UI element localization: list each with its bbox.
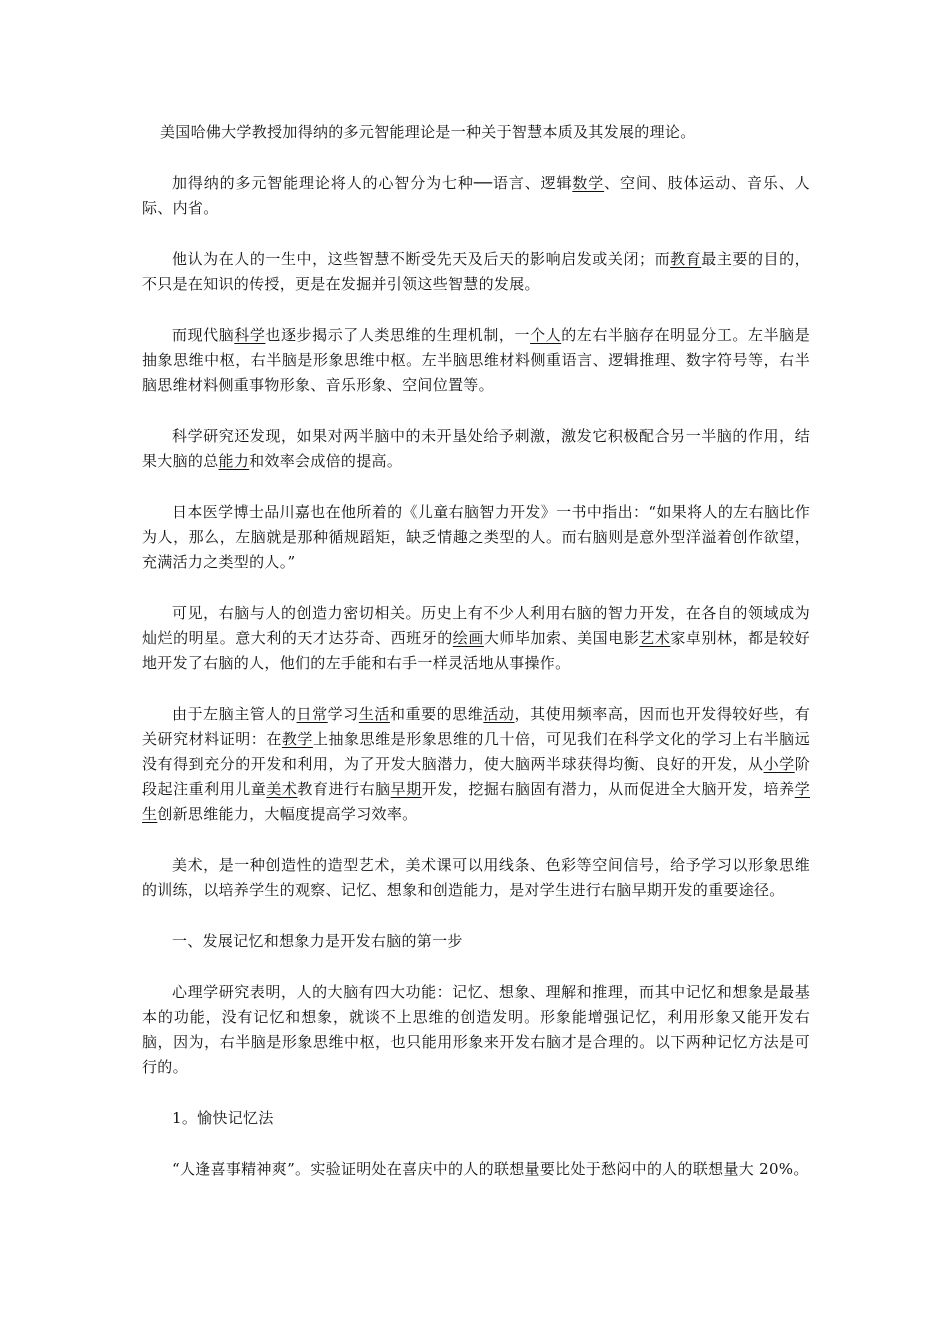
subsection-heading-pleasant-memory bbox=[142, 1106, 810, 1131]
paragraph-stimulation-research bbox=[142, 424, 810, 474]
hyperlink[interactable]: 教学 bbox=[281, 730, 313, 748]
paragraph-text: 、空间、肢体运动、音乐、人际、内省。 bbox=[142, 174, 810, 217]
paragraph-text: 美术，是一种创造性的造型艺术，美术课可以用线条、色彩等空间信号，给予学习以形象思维的训练，以培养学生的观察、记忆、想象和创造能力，是对学生进行右脑早期开发的重要途径。 bbox=[142, 856, 810, 899]
paragraph-psychology-research bbox=[142, 980, 810, 1080]
hyperlink[interactable]: 教育 bbox=[670, 250, 702, 268]
paragraph-text: 加得纳的多元智能理论将人的心智分为七种──语言、逻辑 bbox=[172, 174, 573, 192]
paragraph-text: 家卓别林，都是较好地开发了右脑的人，他们的左手能和右手一样灵活地从事操作。 bbox=[142, 629, 811, 672]
hyperlink[interactable]: 活动 bbox=[483, 705, 515, 723]
hyperlink[interactable]: 艺术 bbox=[639, 629, 671, 647]
paragraph-text: 他认为在人的一生中，这些智慧不断受先天及后天的影响启发或关闭；而 bbox=[172, 250, 671, 268]
paragraph-text: 创新思维能力，大幅度提高学习效率。 bbox=[157, 805, 418, 823]
paragraph-text: 科学研究还发现，如果对两半脑中的未开垦处给予刺激，激发它积极配合另一半脑的作用，结果大脑的总 bbox=[142, 427, 810, 470]
hyperlink[interactable]: 绘画 bbox=[452, 629, 484, 647]
paragraph-text: 和重要的思维 bbox=[389, 705, 484, 723]
paragraph-text: 美国哈佛大学教授加得纳的多元智能理论是一种关于智慧本质及其发展的理论。 bbox=[160, 123, 696, 141]
section-heading-memory-imagination bbox=[142, 929, 810, 954]
paragraph-text: 日本医学博士品川嘉也在他所着的《儿童右脑智力开发》一书中指出：“如果将人的左右脑比作为人，那么，左脑就是那种循规蹈矩，缺乏情趣之类型的人。而右脑则是意外型洋溢着创作欲望，充满活力之类型的人。” bbox=[142, 503, 810, 571]
paragraph-left-brain-dominance bbox=[142, 702, 810, 827]
paragraph-text: 最主要的目的，不只是在知识的传授，更是在发掘并引领这些智慧的发展。 bbox=[142, 250, 810, 293]
paragraph-text: 可见，右脑与人的创造力密切相关。历史上有不少人利用右脑的智力开发，在各自的领域成为灿烂的明星。意大利的天才达芬奇、西班牙的 bbox=[142, 604, 810, 647]
paragraph-experiment bbox=[142, 1157, 810, 1182]
paragraph-text: 和效率会成倍的提高。 bbox=[249, 452, 403, 470]
paragraph-text: “人逢喜事精神爽”。实验证明处在喜庆中的人的联想量要比处于愁闷中的人的联想量大 20%。 bbox=[172, 1160, 809, 1178]
paragraph-text: ，其使用频率高，因而也开发得较好些，有关研究材料证明：在 bbox=[142, 705, 810, 748]
hyperlink[interactable]: 能力 bbox=[218, 452, 250, 470]
hyperlink[interactable]: 学生 bbox=[142, 780, 811, 823]
paragraph-text: 一、发展记忆和想象力是开发右脑的第一步 bbox=[172, 932, 463, 950]
paragraph-text: 由于左脑主管人的 bbox=[172, 705, 297, 723]
paragraph-quote-shinagawa bbox=[142, 500, 810, 575]
paragraph-multiple-intelligences bbox=[142, 171, 810, 221]
hyperlink[interactable]: 个人 bbox=[530, 326, 562, 344]
paragraph-text: 也逐步揭示了人类思维的生理机制，一 bbox=[265, 326, 531, 344]
paragraph-text: 上抽象思维是形象思维的几十倍，可见我们在科学文化的学习上右半脑远没有得到充分的开发和利用，为了开发大脑潜力，使大脑两半球获得均衡、良好的开发，从 bbox=[142, 730, 811, 773]
paragraph-text: 心理学研究表明，人的大脑有四大功能：记忆、想象、理解和推理，而其中记忆和想象是最基本的功能，没有记忆和想象，就谈不上思维的创造发明。形象能增强记忆，利用形象又能开发右脑，因为，右半脑是形象思维中枢，也只能用形象来开发右脑才是合理的。以下两种记忆方法是可行的。 bbox=[142, 983, 810, 1076]
paragraph-text: 1。愉快记忆法 bbox=[172, 1109, 274, 1127]
paragraph-intro bbox=[142, 120, 810, 145]
hyperlink[interactable]: 美术 bbox=[266, 780, 298, 798]
document-page bbox=[142, 120, 810, 1208]
paragraph-text: 学习 bbox=[327, 705, 359, 723]
hyperlink[interactable]: 数学 bbox=[572, 174, 605, 192]
hyperlink[interactable]: 科学 bbox=[234, 326, 266, 344]
hyperlink[interactable]: 生活 bbox=[358, 705, 390, 723]
paragraph-text: 的左右半脑存在明显分工。左半脑是抽象思维中枢，右半脑是形象思维中枢。左半脑思维材料侧重语言、逻辑推理、数字符号等，右半脑思维材料侧重事物形象、音乐形象、空间位置等。 bbox=[142, 326, 811, 394]
paragraph-text: 阶段起注重利用儿童 bbox=[142, 755, 810, 798]
paragraph-creativity-examples bbox=[142, 601, 810, 676]
paragraph-text: 大师毕加索、美国电影 bbox=[483, 629, 640, 647]
paragraph-brain-hemispheres bbox=[142, 323, 810, 398]
paragraph-education-purpose bbox=[142, 247, 810, 297]
paragraph-art-education bbox=[142, 853, 810, 903]
hyperlink[interactable]: 小学 bbox=[763, 755, 795, 773]
paragraph-text: 教育进行右脑 bbox=[297, 780, 391, 798]
paragraph-text: 而现代脑 bbox=[172, 326, 235, 344]
hyperlink[interactable]: 日常 bbox=[296, 705, 328, 723]
paragraph-text: 开发，挖掘右脑固有潜力，从而促进全大脑开发，培养 bbox=[421, 780, 795, 798]
hyperlink[interactable]: 早期 bbox=[390, 780, 422, 798]
